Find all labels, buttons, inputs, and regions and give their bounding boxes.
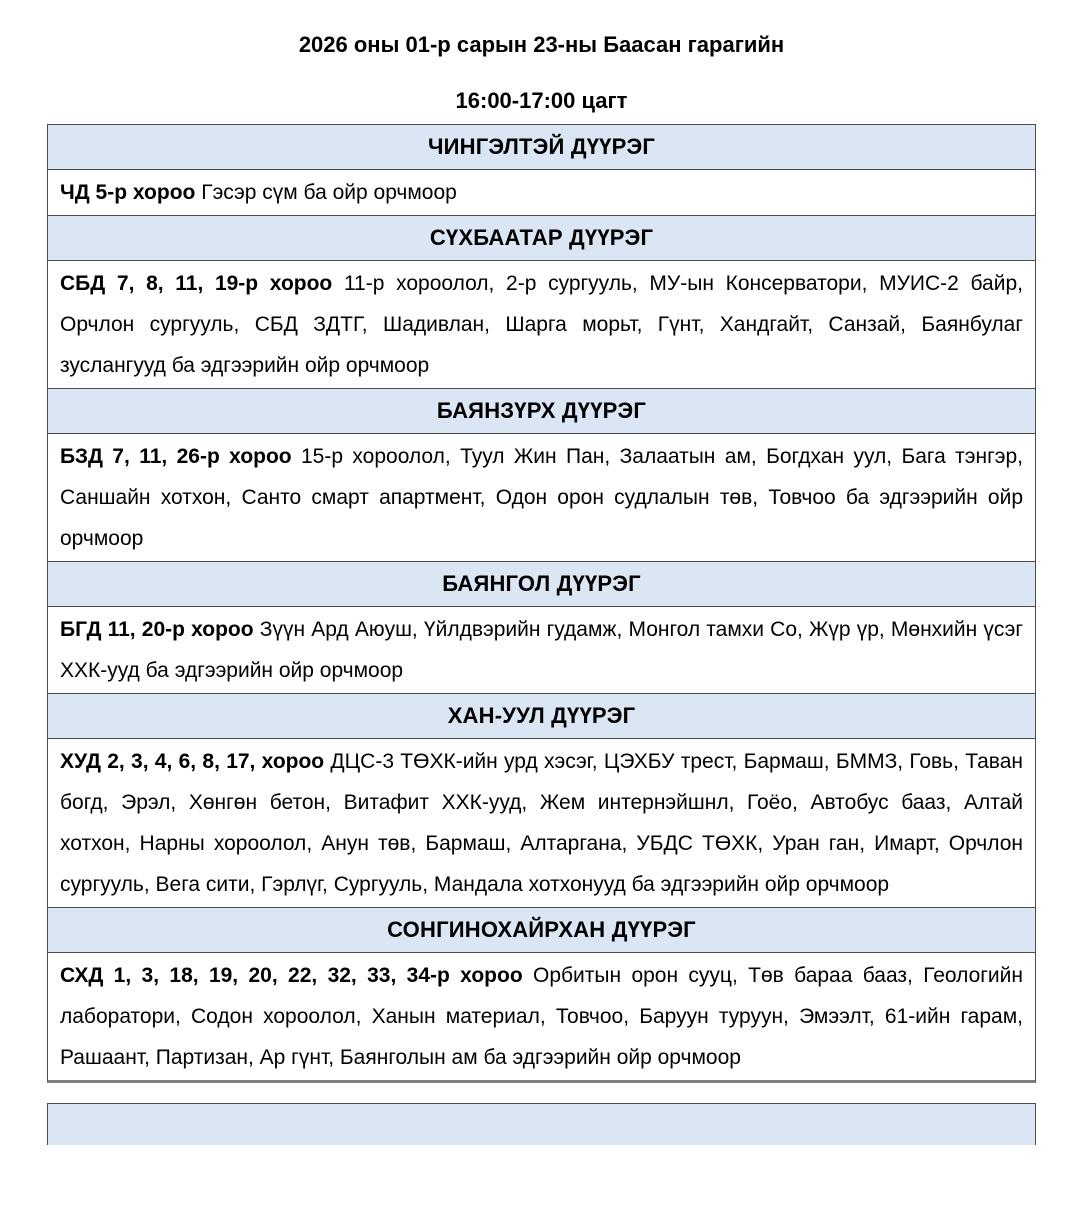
- area-list: 15-р хороолол, Туул Жин Пан, Залаатын ам, Богдхан уул, Бага тэнгэр, Саншайн хотхон, Санто смарт апартмент, Одон орон судлалын төв, Товчоо ба эдгээрийн ойр орчмоор: [60, 445, 1023, 550]
- area-list: Орбитын орон сууц, Төв бараа бааз, Геологийн лаборатори, Содон хороолол, Ханын материал, Товчоо, Баруун туруун, Эмээлт, 61-ийн гарам, Рашаант, Партизан, Ар гүнт, Баянголын ам ба эдгээрийн ойр орчмоор: [60, 964, 1023, 1069]
- area-list: ДЦС-3 ТӨХК-ийн урд хэсэг, ЦЭХБУ трест, Бармаш, БММЗ, Говь, Таван богд, Эрэл, Хөнгөн бетон, Витафит ХХК-ууд, Жем интернэйшнл, Гоёо, Автобус бааз, Алтай хотхон, Нарны хороолол, Анун төв, Бармаш, Алтаргана, УБДС ТӨХК, Уран ган, Имарт, Орчлон сургууль, Вега сити, Гэрлүг, Сургууль, Мандала хотхонууд ба эдгээрийн ойр орчмоор: [60, 750, 1023, 896]
- khoroo-lead: СБД 7, 8, 11, 19-р хороо: [60, 272, 333, 295]
- district-header-row: БАЯНЗҮРХ ДҮҮРЭГ: [48, 389, 1035, 434]
- district-header-row: СҮХБААТАР ДҮҮРЭГ: [48, 216, 1035, 261]
- district-header-row: ЧИНГЭЛТЭЙ ДҮҮРЭГ: [48, 125, 1035, 170]
- khoroo-lead: ЧД 5-р хороо: [60, 181, 196, 204]
- area-list: Зүүн Ард Аюуш, Үйлдвэрийн гудамж, Монгол тамхи Со, Жүр үр, Мөнхийн үсэг ХХК-ууд ба эдгээрийн ойр орчмоор: [60, 618, 1024, 682]
- outage-entry-row: [48, 261, 1035, 389]
- page-title-time: 16:00-17:00 цагт: [455, 88, 628, 113]
- outage-entry-row: [48, 739, 1035, 908]
- outage-schedule-table: [47, 124, 1036, 1083]
- khoroo-lead: БГД 11, 20-р хороо: [60, 618, 254, 641]
- khoroo-lead: ХУД 2, 3, 4, 6, 8, 17, хороо: [60, 750, 325, 773]
- khoroo-lead: БЗД 7, 11, 26-р хороо: [60, 445, 292, 468]
- area-list: Гэсэр сүм ба ойр орчмоор: [201, 181, 457, 204]
- page-title-date: 2026 оны 01-р сарын 23-ны Баасан гарагийн: [298, 32, 785, 57]
- district-header-row: СОНГИНОХАЙРХАН ДҮҮРЭГ: [48, 908, 1035, 953]
- outage-entry-row: [48, 170, 1035, 216]
- outage-entry-row: [48, 607, 1035, 694]
- district-header-row: ХАН-УУЛ ДҮҮРЭГ: [48, 694, 1035, 739]
- outage-entry-row: [48, 953, 1035, 1080]
- khoroo-lead: СХД 1, 3, 18, 19, 20, 22, 32, 33, 34-р хороо: [60, 964, 523, 987]
- outage-entry-row: [48, 434, 1035, 562]
- district-header-row: БАЯНГОЛ ДҮҮРЭГ: [48, 562, 1035, 607]
- area-list: 11-р хороолол, 2-р сургууль, МУ-ын Консерватори, МУИС-2 байр, Орчлон сургууль, СБД ЗДТГ, Шадивлан, Шарга морьт, Гүнт, Хандгайт, Санзай, Баянбулаг зуслангууд ба эдгээрийн ойр орчмоор: [60, 272, 1023, 377]
- cutoff-next-section-row: [47, 1103, 1036, 1145]
